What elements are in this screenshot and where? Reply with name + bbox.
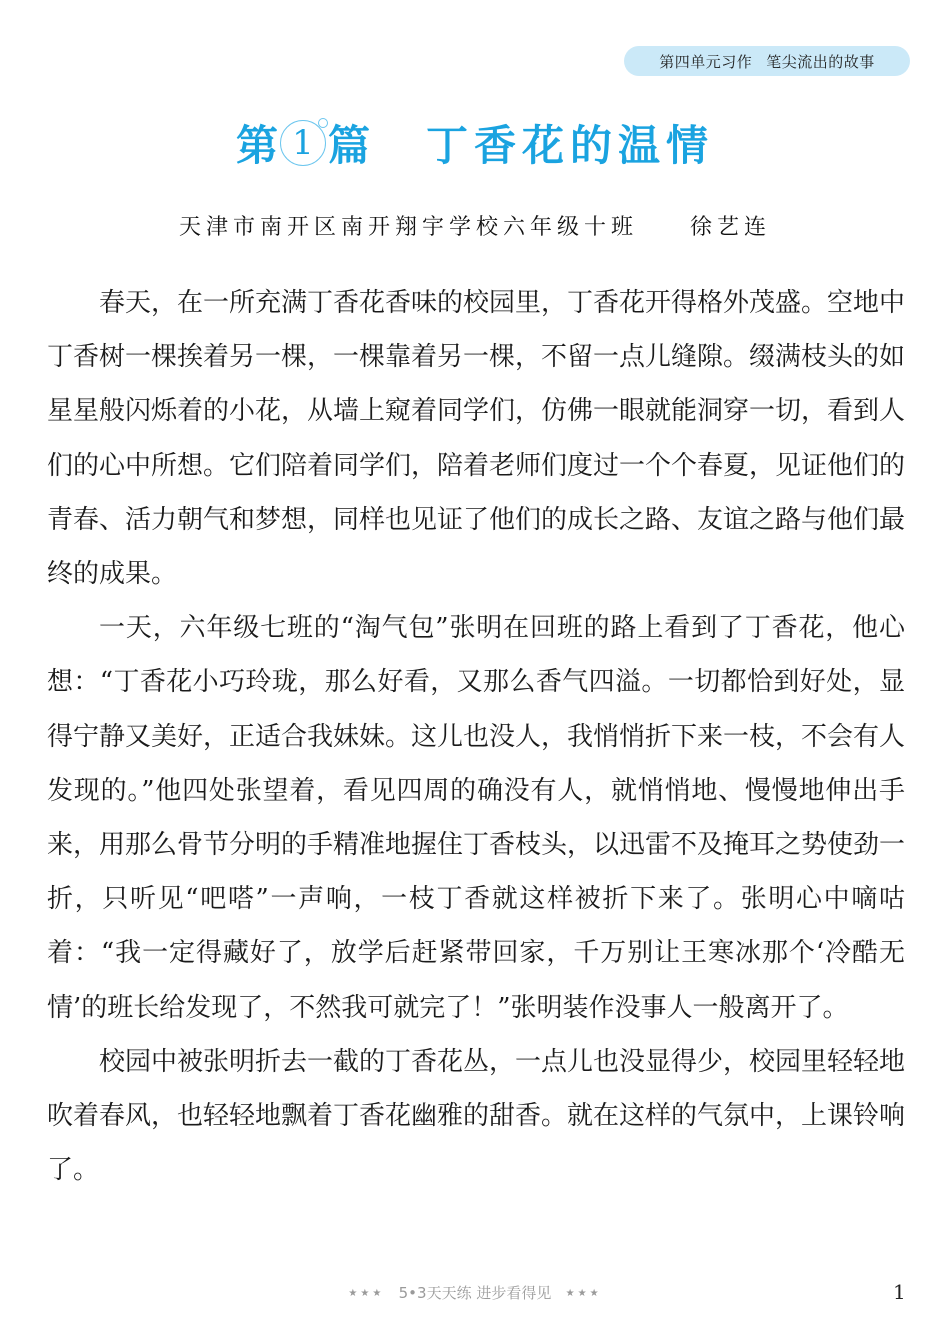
page-number: 1 xyxy=(893,1280,906,1304)
paragraph: 春天，在一所充满丁香花香味的校园里，丁香花开得格外茂盛。空地中丁香树一棵挨着另一棵，一棵靠着另一棵，不留一点儿缝隙。缀满枝头的如星星般闪烁着的小花，从墙上窥着同学们，仿佛一眼就能洞穿一切，看到人们的心中所想。它们陪着同学们，陪着老师们度过一个个春夏，见证他们的青春、活力朝气和梦想，同样也见证了他们的成长之路、友谊之路与他们最终的成果。 xyxy=(47,288,906,590)
stars-left-icon: ★★★ xyxy=(348,1288,385,1299)
unit-header-badge xyxy=(624,46,910,76)
page-footer xyxy=(0,1282,950,1303)
footer-slogan: 5•3天天练 进步看得见 xyxy=(398,1284,552,1302)
page-title xyxy=(0,112,950,174)
unit-label: 第四单元习作 xyxy=(659,52,753,71)
article-number-circle xyxy=(280,120,326,166)
circle-dot-icon xyxy=(318,118,328,128)
title-suffix: 篇 xyxy=(327,121,370,170)
article-title: 丁香花的温情 xyxy=(426,121,715,170)
article-number: 1 xyxy=(292,123,314,163)
byline xyxy=(0,210,950,241)
title-prefix: 第 xyxy=(235,121,278,170)
unit-topic: 笔尖流出的故事 xyxy=(766,52,875,71)
paragraph: 校园中被张明折去一截的丁香花丛，一点儿也没显得少，校园里轻轻地吹着春风，也轻轻地飘着丁香花幽雅的甜香。就在这样的气氛中，上课铃响了。 xyxy=(47,1046,906,1186)
article-body xyxy=(47,276,905,1197)
stars-right-icon: ★★★ xyxy=(565,1288,602,1299)
author-name: 徐艺连 xyxy=(690,215,772,240)
author-school: 天津市南开区南开翔宇学校六年级十班 xyxy=(178,215,638,240)
paragraph: 一天，六年级七班的“淘气包”张明在回班的路上看到了丁香花，他心想：“丁香花小巧玲珑，那么好看，又那么香气四溢。一切都恰到好处，显得宁静又美好，正适合我妹妹。这儿也没人，我悄悄折下来一枝，不会有人发现的。”他四处张望着，看见四周的确没有人，就悄悄地、慢慢地伸出手来，用那么骨节分明的手精准地握住丁香枝头，以迅雷不及掩耳之势使劲一折，只听见“吧嗒”一声响，一枝丁香就这样被折下来了。张明心中嘀咕着：“我一定得藏好了，放学后赶紧带回家，千万别让王寒冰那个‘冷酷无情’的班长给发现了，不然我可就完了！”张明装作没事人一般离开了。 xyxy=(47,613,906,1023)
